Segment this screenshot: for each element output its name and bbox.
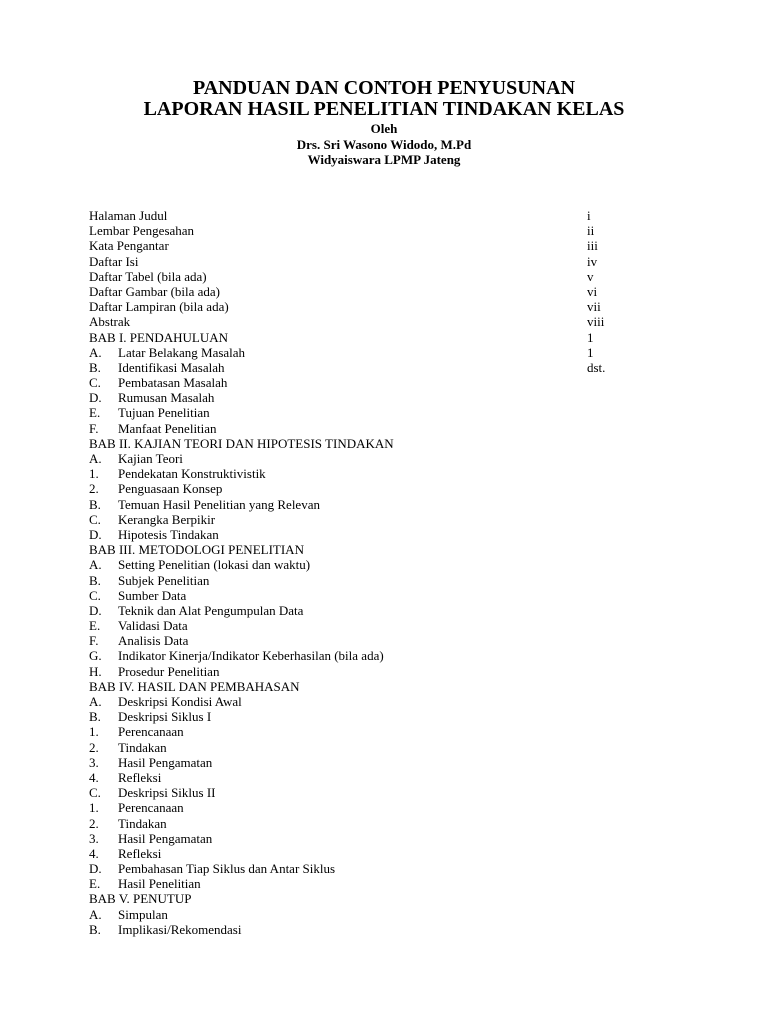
toc-entry — [89, 527, 649, 542]
toc-entry-text: Pembahasan Tiap Siklus dan Antar Siklus — [118, 861, 336, 877]
toc-entry-marker: H. — [89, 663, 102, 679]
toc-entry-marker: 3. — [89, 754, 99, 770]
toc-entry-text: Pendekatan Konstruktivistik — [118, 466, 266, 482]
toc-entry — [89, 861, 649, 876]
toc-entry-page-number: v — [587, 268, 594, 284]
toc-entry-text: Teknik dan Alat Pengumpulan Data — [118, 602, 304, 618]
toc-entry-text: Deskripsi Kondisi Awal — [118, 694, 242, 709]
toc-entry-text: Kerangka Berpikir — [118, 511, 216, 527]
toc-entry-marker: D. — [89, 861, 102, 877]
toc-entry — [89, 451, 649, 466]
toc-entry-text: Implikasi/Rekomendasi — [118, 921, 242, 937]
toc-entry-page-number: 1 — [587, 329, 594, 345]
toc-entry-page-number: vii — [587, 299, 601, 315]
toc-entry-text: Hipotesis Tindakan — [118, 526, 219, 542]
toc-entry — [89, 208, 649, 223]
toc-entry-text: Kajian Teori — [118, 451, 183, 466]
toc-entry-marker: 1. — [89, 724, 99, 740]
document-header — [0, 78, 768, 168]
toc-entry — [89, 330, 649, 345]
toc-entry-text: Hasil Pengamatan — [118, 830, 213, 846]
toc-entry-text: Indikator Kinerja/Indikator Keberhasilan (bila ada) — [118, 648, 384, 664]
toc-entry — [89, 314, 649, 329]
toc-entry-marker: F. — [89, 420, 99, 436]
toc-entry-marker: E. — [89, 405, 101, 421]
document-title-line-2: LAPORAN HASIL PENELITIAN TINDAKAN KELAS — [143, 98, 625, 120]
toc-entry — [89, 740, 649, 755]
toc-entry — [89, 284, 649, 299]
toc-entry-marker: E. — [89, 876, 101, 892]
toc-entry — [89, 269, 649, 284]
toc-entry-marker: B. — [89, 572, 101, 588]
toc-entry-marker: B. — [89, 709, 101, 725]
toc-entry — [89, 223, 649, 238]
toc-entry-text: Pembatasan Masalah — [118, 375, 228, 391]
toc-entry-page-number: iv — [587, 253, 598, 269]
toc-entry — [89, 876, 649, 891]
toc-entry-text: Daftar Isi — [89, 253, 139, 269]
toc-entry — [89, 633, 649, 648]
by-label: Oleh — [370, 121, 398, 136]
toc-entry-marker: A. — [89, 451, 102, 466]
toc-entry-text: Latar Belakang Masalah — [118, 344, 246, 360]
toc-entry-marker: C. — [89, 375, 101, 391]
toc-entry-text: Abstrak — [89, 314, 131, 330]
toc-entry-marker: D. — [89, 602, 102, 618]
toc-entry-text: Tindakan — [118, 815, 167, 831]
toc-entry — [89, 800, 649, 815]
toc-entry-marker: 3. — [89, 830, 99, 846]
toc-entry-page-number: i — [587, 208, 591, 223]
toc-entry-marker: C. — [89, 587, 101, 603]
toc-entry — [89, 588, 649, 603]
toc-entry-text: Halaman Judul — [89, 208, 168, 223]
toc-entry — [89, 618, 649, 633]
toc-entry — [89, 785, 649, 800]
toc-entry-marker: A. — [89, 557, 102, 573]
toc-entry — [89, 694, 649, 709]
toc-entry-text: Validasi Data — [118, 618, 188, 634]
toc-entry — [89, 907, 649, 922]
toc-entry-marker: 1. — [89, 800, 99, 816]
toc-entry-text: Analisis Data — [118, 633, 189, 649]
toc-entry — [89, 481, 649, 496]
toc-entry-marker: D. — [89, 526, 102, 542]
toc-entry — [89, 573, 649, 588]
toc-entry — [89, 557, 649, 572]
toc-entry-marker: C. — [89, 511, 101, 527]
toc-entry-text: Kata Pengantar — [89, 238, 169, 254]
toc-entry-marker: A. — [89, 906, 102, 922]
author-name: Drs. Sri Wasono Widodo, M.Pd — [296, 136, 472, 152]
toc-entry-marker: C. — [89, 785, 101, 801]
toc-entry-text: Deskripsi Siklus II — [118, 785, 216, 801]
toc-entry-marker: B. — [89, 921, 101, 937]
toc-entry-marker: F. — [89, 633, 99, 649]
toc-entry — [89, 390, 649, 405]
toc-entry-text: Setting Penelitian (lokasi dan waktu) — [118, 557, 311, 573]
toc-entry-marker: A. — [89, 344, 102, 360]
toc-entry — [89, 299, 649, 314]
toc-entry-text: Identifikasi Masalah — [118, 359, 225, 375]
toc-entry — [89, 755, 649, 770]
toc-entry — [89, 345, 649, 360]
toc-entry-text: Daftar Tabel (bila ada) — [89, 268, 207, 284]
toc-entry-text: Prosedur Penelitian — [118, 663, 220, 679]
toc-entry-text: BAB V. PENUTUP — [89, 891, 192, 907]
toc-entry-marker: E. — [89, 618, 101, 634]
toc-entry — [89, 922, 649, 937]
toc-entry-marker: A. — [89, 694, 102, 709]
toc-entry — [89, 709, 649, 724]
document-title-line-1: PANDUAN DAN CONTOH PENYUSUNAN — [192, 77, 576, 99]
toc-entry-text: Refleksi — [118, 845, 162, 861]
toc-entry-text: Perencanaan — [118, 724, 184, 740]
toc-entry-marker: 2. — [89, 481, 99, 497]
toc-entry-text: Hasil Penelitian — [118, 876, 201, 892]
toc-entry — [89, 360, 649, 375]
toc-entry — [89, 436, 649, 451]
toc-entry-marker: 1. — [89, 466, 99, 482]
toc-entry-marker: 4. — [89, 769, 99, 785]
toc-entry — [89, 421, 649, 436]
toc-entry-text: Lembar Pengesahan — [89, 223, 195, 239]
toc-entry-text: Subjek Penelitian — [118, 572, 210, 588]
toc-entry — [89, 831, 649, 846]
toc-entry-marker: 2. — [89, 815, 99, 831]
toc-entry-marker: B. — [89, 496, 101, 512]
toc-entry-text: BAB III. METODOLOGI PENELITIAN — [89, 542, 304, 558]
toc-entry-page-number: iii — [587, 238, 598, 254]
toc-entry-text: Manfaat Penelitian — [118, 420, 217, 436]
toc-entry — [89, 816, 649, 831]
table-of-contents — [89, 208, 649, 937]
toc-entry-page-number: vi — [587, 283, 598, 299]
toc-entry-text: Rumusan Masalah — [118, 390, 215, 406]
toc-entry-marker: B. — [89, 359, 101, 375]
toc-entry-page-number: dst. — [587, 359, 606, 375]
toc-entry-text: Daftar Gambar (bila ada) — [89, 283, 221, 299]
toc-entry-page-number: viii — [587, 314, 605, 330]
toc-entry — [89, 466, 649, 481]
toc-entry-page-number: 1 — [587, 344, 594, 360]
toc-entry — [89, 724, 649, 739]
toc-entry-page-number: ii — [587, 223, 595, 239]
toc-entry-text: Refleksi — [118, 769, 162, 785]
toc-entry — [89, 512, 649, 527]
toc-entry-text: Hasil Pengamatan — [118, 754, 213, 770]
toc-entry-text: BAB I. PENDAHULUAN — [89, 329, 229, 345]
toc-entry — [89, 770, 649, 785]
toc-entry-text: BAB IV. HASIL DAN PEMBAHASAN — [89, 678, 300, 694]
toc-entry — [89, 254, 649, 269]
toc-entry-text: Deskripsi Siklus I — [118, 709, 212, 725]
toc-entry-text: Tujuan Penelitian — [118, 405, 210, 421]
toc-entry — [89, 891, 649, 906]
author-affiliation: Widyaiswara LPMP Jateng — [307, 152, 461, 167]
toc-entry-marker: 2. — [89, 739, 99, 755]
toc-entry — [89, 603, 649, 618]
toc-entry — [89, 497, 649, 512]
toc-entry — [89, 679, 649, 694]
toc-entry-text: Simpulan — [118, 906, 168, 922]
toc-entry-text: Sumber Data — [118, 587, 187, 603]
toc-entry-text: Tindakan — [118, 739, 167, 755]
toc-entry — [89, 542, 649, 557]
toc-entry-text: Perencanaan — [118, 800, 184, 816]
toc-entry — [89, 648, 649, 663]
toc-entry-text: Daftar Lampiran (bila ada) — [89, 299, 229, 315]
toc-entry-marker: G. — [89, 648, 102, 664]
toc-entry — [89, 846, 649, 861]
toc-entry — [89, 238, 649, 253]
toc-entry — [89, 405, 649, 420]
toc-entry-text: Temuan Hasil Penelitian yang Relevan — [118, 496, 320, 512]
toc-entry — [89, 375, 649, 390]
toc-entry-text: BAB II. KAJIAN TEORI DAN HIPOTESIS TINDAKAN — [89, 435, 394, 451]
toc-entry-marker: 4. — [89, 845, 99, 861]
toc-entry-text: Penguasaan Konsep — [118, 481, 223, 497]
toc-entry — [89, 664, 649, 679]
toc-entry-marker: D. — [89, 390, 102, 406]
